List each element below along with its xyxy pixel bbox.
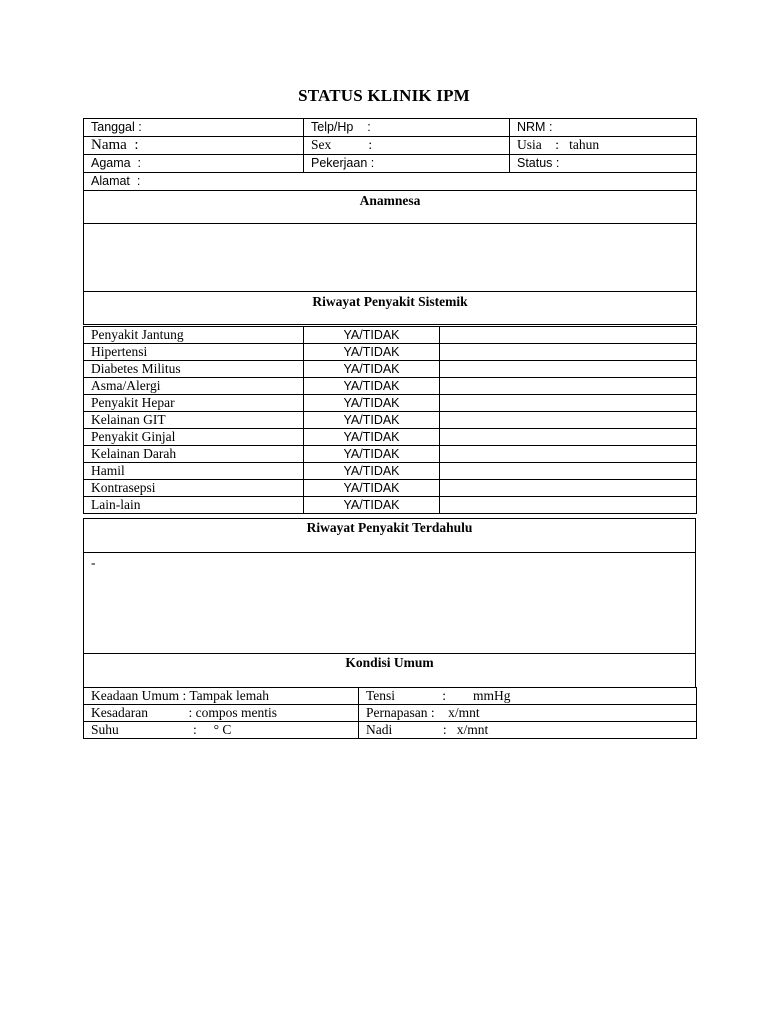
table-row: [84, 722, 697, 739]
ya-tidak-value: YA/TIDAK: [304, 480, 440, 497]
ya-tidak-value: YA/TIDAK: [304, 446, 440, 463]
notes-cell: [440, 463, 697, 480]
tanggal-field: Tanggal :: [84, 119, 304, 137]
table-row: [84, 705, 697, 722]
notes-cell: [440, 378, 697, 395]
ya-tidak-value: YA/TIDAK: [304, 361, 440, 378]
usia-field: Usia : tahun: [510, 137, 697, 155]
riwayat-terdahulu-content: -: [84, 553, 696, 654]
notes-cell: [440, 497, 697, 514]
kondisi-left: Keadaan Umum : Tampak lemah: [84, 688, 359, 705]
agama-field: Agama :: [84, 155, 304, 173]
kondisi-umum-table: [83, 687, 697, 739]
notes-cell: [440, 327, 697, 344]
kondisi-left: Kesadaran : compos mentis: [84, 705, 359, 722]
riwayat-terdahulu-heading: Riwayat Penyakit Terdahulu: [84, 519, 696, 553]
table-row: [84, 344, 697, 361]
table-row: [84, 327, 697, 344]
ya-tidak-value: YA/TIDAK: [304, 395, 440, 412]
disease-label: Lain-lain: [84, 497, 304, 514]
disease-label: Kontrasepsi: [84, 480, 304, 497]
ya-tidak-value: YA/TIDAK: [304, 378, 440, 395]
disease-label: Kelainan Darah: [84, 446, 304, 463]
disease-label: Hamil: [84, 463, 304, 480]
disease-label: Diabetes Militus: [84, 361, 304, 378]
table-row: [84, 446, 697, 463]
table-row: [84, 497, 697, 514]
table-row: [84, 463, 697, 480]
riwayat-sistemik-table: [83, 326, 697, 514]
nama-field: Nama :: [84, 137, 304, 155]
pekerjaan-field: Pekerjaan :: [304, 155, 510, 173]
notes-cell: [440, 361, 697, 378]
disease-label: Asma/Alergi: [84, 378, 304, 395]
anamnesa-heading: Anamnesa: [84, 191, 697, 224]
ya-tidak-value: YA/TIDAK: [304, 412, 440, 429]
anamnesa-content: [84, 224, 697, 292]
table-row: [84, 429, 697, 446]
telp-field: Telp/Hp :: [304, 119, 510, 137]
ya-tidak-value: YA/TIDAK: [304, 429, 440, 446]
table-row: [84, 480, 697, 497]
status-field: Status :: [510, 155, 697, 173]
table-row: [84, 395, 697, 412]
disease-label: Hipertensi: [84, 344, 304, 361]
table-row: [84, 361, 697, 378]
table-row: [84, 688, 697, 705]
kondisi-right: Pernapasan : x/mnt: [359, 705, 697, 722]
disease-label: Penyakit Hepar: [84, 395, 304, 412]
notes-cell: [440, 344, 697, 361]
ya-tidak-value: YA/TIDAK: [304, 327, 440, 344]
nrm-field: NRM :: [510, 119, 697, 137]
kondisi-umum-heading: Kondisi Umum: [84, 654, 696, 688]
alamat-field: Alamat :: [84, 173, 697, 191]
disease-label: Penyakit Jantung: [84, 327, 304, 344]
notes-cell: [440, 395, 697, 412]
sex-field: Sex :: [304, 137, 510, 155]
kondisi-right: Tensi : mmHg: [359, 688, 697, 705]
notes-cell: [440, 412, 697, 429]
disease-label: Penyakit Ginjal: [84, 429, 304, 446]
ya-tidak-value: YA/TIDAK: [304, 497, 440, 514]
table-row: [84, 412, 697, 429]
notes-cell: [440, 446, 697, 463]
disease-label: Kelainan GIT: [84, 412, 304, 429]
riwayat-terdahulu-table: [83, 518, 696, 688]
table-row: [84, 378, 697, 395]
ya-tidak-value: YA/TIDAK: [304, 344, 440, 361]
kondisi-left: Suhu : ° C: [84, 722, 359, 739]
notes-cell: [440, 480, 697, 497]
riwayat-sistemik-heading: Riwayat Penyakit Sistemik: [84, 292, 697, 325]
patient-info-table: [83, 118, 697, 325]
kondisi-right: Nadi : x/mnt: [359, 722, 697, 739]
ya-tidak-value: YA/TIDAK: [304, 463, 440, 480]
document-title: STATUS KLINIK IPM: [298, 86, 470, 105]
notes-cell: [440, 429, 697, 446]
